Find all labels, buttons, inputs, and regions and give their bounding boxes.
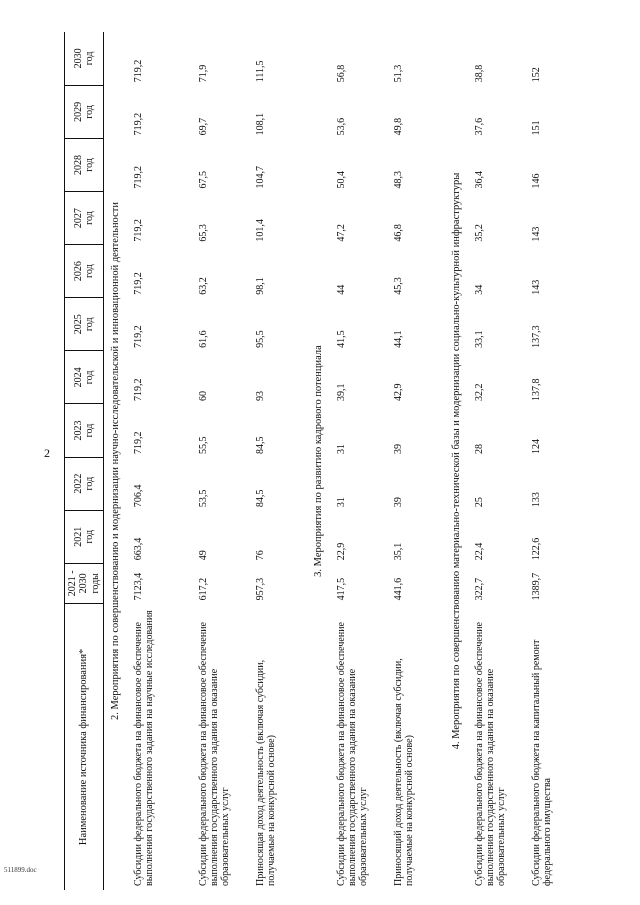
value-cell: 101,4 (255, 219, 266, 242)
section-heading-row (445, 32, 469, 890)
source-name-cell: Субсидии федерального бюджета на финансовое обеспечение выполнения государственного задания на научные исследования (133, 610, 156, 886)
header-source-name: Наименование источника финансирования* (65, 603, 104, 890)
header-year (65, 457, 104, 510)
value-cell: 35,1 (393, 542, 404, 561)
value-cell: 44 (336, 284, 347, 295)
value-cell: 133 (531, 492, 542, 508)
value-cell: 49 (198, 550, 209, 561)
header-year (65, 298, 104, 351)
value-cell: 60 (198, 390, 209, 401)
year-unit: год (84, 423, 95, 438)
value-cell: 67,5 (198, 171, 209, 189)
value-cell: 33,1 (474, 330, 485, 348)
value-cell: 25 (474, 497, 485, 508)
year-label: 2028 (72, 154, 84, 175)
value-cell: 719,2 (133, 219, 144, 242)
header-year (65, 510, 104, 563)
value-cell: 719,2 (133, 59, 144, 83)
section-title: 4. Мероприятия по совершенствованию материально-технической базы и модернизации социально-культурной инфраструктуры (451, 172, 463, 750)
header-year (65, 404, 104, 457)
value-cell: 36,4 (474, 171, 485, 189)
value-cell: 124 (531, 439, 542, 455)
table-header-row (65, 32, 104, 890)
value-cell: 95,5 (255, 330, 266, 348)
header-year (65, 85, 104, 138)
year-unit: год (84, 211, 95, 225)
year-label: 2021 (72, 526, 84, 547)
value-cell: 137,8 (531, 378, 542, 401)
year-label: 2024 (72, 367, 84, 388)
section-heading-row (307, 32, 331, 890)
value-cell: 41,5 (336, 330, 347, 348)
section-title: 2. Мероприятия по совершенствованию и модернизации научно-исследовательской и инновационной деятельности (110, 202, 122, 720)
total-cell: 441,6 (393, 577, 404, 601)
value-cell: 61,6 (198, 330, 209, 348)
value-cell: 76 (255, 550, 266, 561)
year-unit: год (84, 264, 95, 278)
year-label: 2026 (72, 261, 84, 282)
value-cell: 663,4 (133, 537, 144, 561)
total-cell: 322,7 (474, 577, 485, 601)
year-label: 2030 (72, 48, 84, 69)
year-label: 2022 (72, 473, 84, 494)
value-cell: 719,2 (133, 166, 144, 189)
value-cell: 84,5 (255, 489, 266, 508)
section-heading-row (104, 32, 129, 890)
value-cell: 98,1 (255, 277, 266, 295)
year-label: 2023 (72, 420, 84, 441)
value-cell: 39,1 (336, 383, 347, 401)
year-unit: год (84, 370, 95, 385)
section-title: 3. Мероприятия по развитию кадрового потенциала (313, 345, 325, 577)
value-cell: 84,5 (255, 436, 266, 455)
value-cell: 104,7 (255, 166, 266, 189)
value-cell: 146 (531, 173, 542, 189)
value-cell: 32,2 (474, 383, 485, 401)
year-unit: год (84, 476, 95, 491)
value-cell: 71,9 (198, 64, 209, 83)
value-cell: 719,2 (133, 112, 144, 136)
header-year (65, 32, 104, 85)
header-total (65, 563, 104, 603)
value-cell: 69,7 (198, 117, 209, 136)
table-row (193, 32, 250, 890)
year-label: 2027 (72, 208, 84, 229)
value-cell: 108,1 (255, 112, 266, 136)
value-cell: 50,4 (336, 171, 347, 189)
year-unit: год (84, 317, 95, 332)
total-cell: 7123,4 (133, 572, 144, 601)
source-name-cell: Приносящий доход деятельность (включая субсидии, получаемые на конкурсной основе) (393, 658, 416, 886)
value-cell: 111,5 (255, 60, 266, 83)
source-name-cell: Субсидии федерального бюджета на финансовое обеспечение выполнения государственного задания на оказание образовательных услуг (198, 622, 232, 886)
value-cell: 137,3 (531, 325, 542, 348)
source-name-cell: Субсидии федерального бюджета на финансовое обеспечение выполнения государственного задания на оказание образовательных услуг (474, 622, 508, 886)
value-cell: 706,4 (133, 484, 144, 508)
value-cell: 719,2 (133, 272, 144, 295)
value-cell: 22,9 (336, 542, 347, 561)
value-cell: 122,6 (531, 537, 542, 561)
value-cell: 34 (474, 284, 485, 295)
source-name-cell: Приносящая доход деятельность (включая субсидии, получаемые на конкурсной основе) (255, 659, 278, 886)
table-row (128, 32, 193, 890)
total-cell: 957,3 (255, 577, 266, 601)
header-total-unit: годы (89, 573, 101, 594)
value-cell: 46,8 (393, 224, 404, 242)
value-cell: 719,2 (133, 431, 144, 455)
value-cell: 31 (336, 444, 347, 455)
year-unit: год (84, 158, 95, 172)
value-cell: 42,9 (393, 383, 404, 401)
value-cell: 35,2 (474, 224, 485, 242)
financing-table (64, 32, 575, 890)
year-label: 2025 (72, 314, 84, 335)
value-cell: 719,2 (133, 378, 144, 401)
value-cell: 39 (393, 444, 404, 455)
table-row (331, 32, 388, 890)
table-row (388, 32, 445, 890)
header-year (65, 245, 104, 298)
header-total-range: 2030 (78, 573, 90, 594)
rotated-page-content (64, 32, 610, 890)
header-year (65, 192, 104, 245)
value-cell: 143 (531, 279, 542, 295)
value-cell: 63,2 (198, 277, 209, 295)
year-unit: год (84, 51, 95, 66)
document-id: 511899.doc (4, 866, 37, 874)
value-cell: 22,4 (474, 542, 485, 561)
year-label: 2029 (72, 101, 84, 122)
year-unit: год (84, 529, 95, 544)
value-cell: 56,8 (336, 64, 347, 83)
header-total-label: 2021 - (67, 570, 79, 597)
value-cell: 49,8 (393, 117, 404, 136)
value-cell: 28 (474, 444, 485, 455)
value-cell: 45,3 (393, 277, 404, 295)
source-name-cell: Субсидии федерального бюджета на финансовое обеспечение выполнения государственного задания на оказание образовательных услуг (336, 622, 370, 886)
header-year (65, 351, 104, 404)
table-row (469, 32, 526, 890)
value-cell: 48,3 (393, 171, 404, 189)
value-cell: 143 (531, 226, 542, 242)
page-number: 2 (44, 446, 50, 460)
total-cell: 617,2 (198, 577, 209, 601)
source-name-cell: Субсидии федерального бюджета на капитальный ремонт федерального имущества (531, 639, 554, 886)
value-cell: 47,2 (336, 224, 347, 242)
value-cell: 152 (531, 67, 542, 83)
value-cell: 53,5 (198, 489, 209, 508)
value-cell: 44,1 (393, 330, 404, 348)
value-cell: 93 (255, 390, 266, 401)
value-cell: 53,6 (336, 117, 347, 136)
value-cell: 55,5 (198, 436, 209, 455)
value-cell: 65,3 (198, 224, 209, 242)
year-unit: год (84, 105, 95, 119)
value-cell: 151 (531, 120, 542, 136)
total-cell: 417,5 (336, 577, 347, 601)
value-cell: 38,8 (474, 64, 485, 83)
value-cell: 37,6 (474, 117, 485, 136)
value-cell: 31 (336, 497, 347, 508)
value-cell: 719,2 (133, 325, 144, 348)
header-year (65, 138, 104, 191)
table-row (250, 32, 307, 890)
total-cell: 1389,7 (531, 572, 542, 601)
value-cell: 51,3 (393, 64, 404, 83)
table-row (526, 32, 575, 890)
value-cell: 39 (393, 497, 404, 508)
